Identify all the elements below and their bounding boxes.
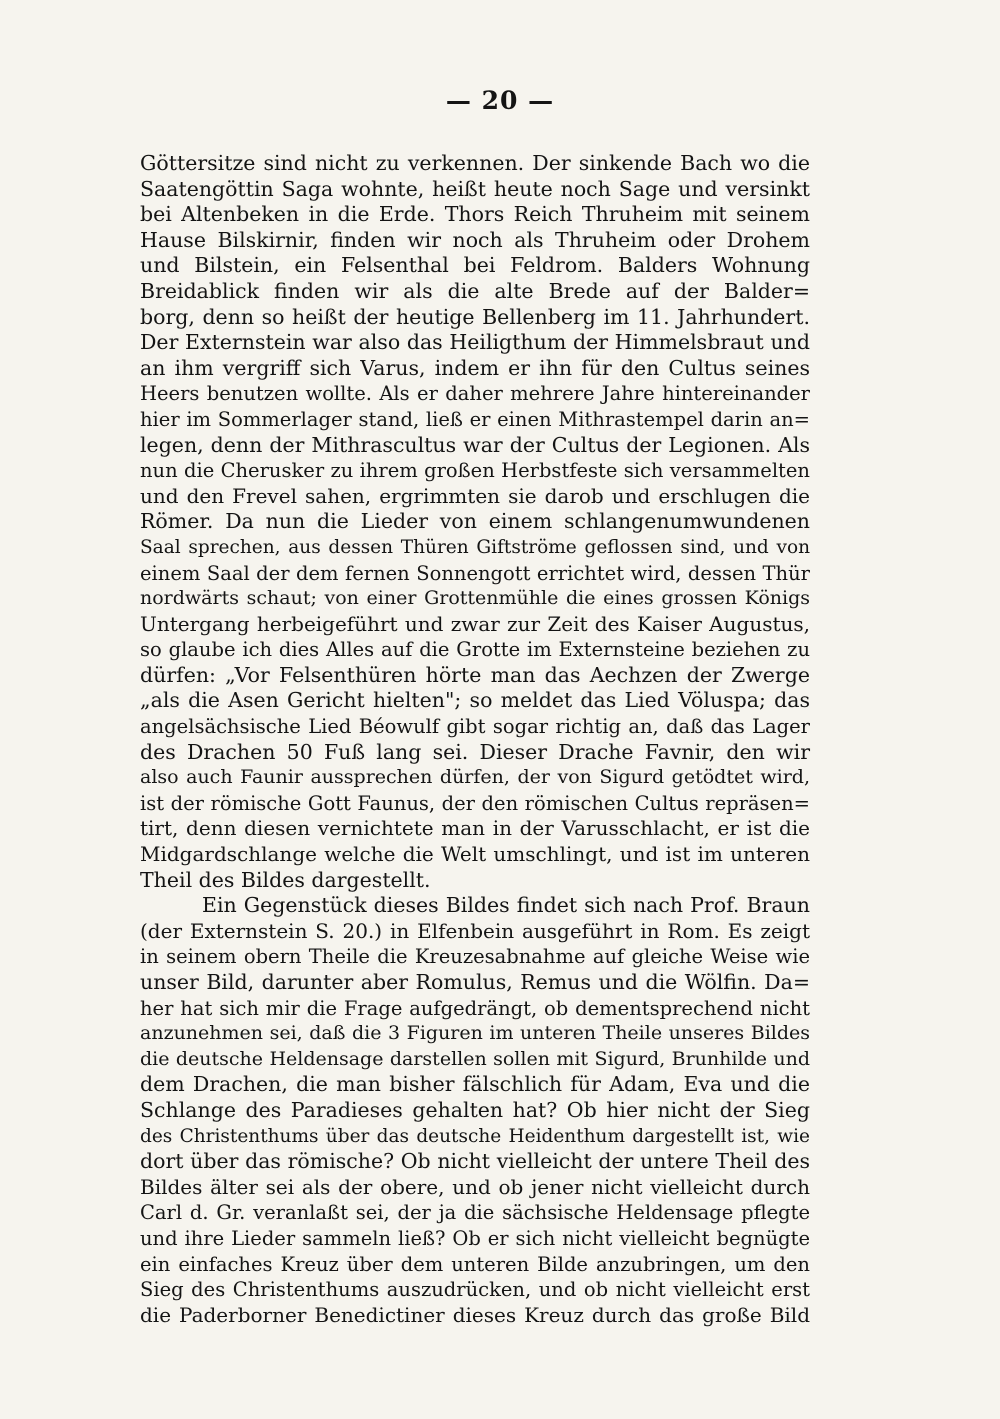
text-line: einem Saal der dem fernen Sonnengott errichtet wird, dessen Thür	[140, 561, 810, 585]
text-line: die deutsche Heldensage darstellen sollen mit Sigurd, Brunhilde und	[140, 1047, 810, 1070]
text-line: Hause Bilskirnir, finden wir noch als Thruheim oder Drohem	[140, 227, 810, 252]
paragraph-end-line: Theil des Bildes dargestellt.	[140, 867, 431, 892]
text-line: borg, denn so heißt der heutige Bellenberg im 11. Jahrhundert.	[140, 304, 810, 329]
text-line: Schlange des Paradieses gehalten hat? Ob hier nicht der Sieg	[140, 1097, 810, 1122]
text-line: und Bilstein, ein Felsenthal bei Feldrom. Balders Wohnung	[140, 253, 810, 278]
text-line: des Drachen 50 Fuß lang sei. Dieser Drache Favnir, den wir	[140, 739, 810, 764]
text-line: so glaube ich dies Alles auf die Grotte im Externsteine beziehen zu	[140, 638, 810, 662]
text-line: nun die Cherusker zu ihrem großen Herbstfeste sich versammelten	[140, 459, 810, 483]
text-line: ist der römische Gott Faunus, der den römischen Cultus repräsen=	[140, 791, 810, 815]
text-line: (der Externstein S. 20.) in Elfenbein ausgeführt in Rom. Es zeigt	[140, 918, 810, 943]
text-line: hier im Sommerlager stand, ließ er einen Mithrastempel darin an=	[140, 407, 810, 431]
text-line: Carl d. Gr. veranlaßt sei, der ja die sächsische Heldensage pflegte	[140, 1201, 810, 1225]
text-line: „als die Asen Gericht hielten"; so meldet das Lied Völuspa; das	[140, 688, 810, 713]
text-line: legen, denn der Mithrascultus war der Cultus der Legionen. Als	[140, 432, 810, 457]
body-text	[140, 151, 810, 1328]
text-line: dürfen: „Vor Felsenthüren hörte man das Aechzen der Zwerge	[140, 662, 810, 687]
text-line: unser Bild, darunter aber Romulus, Remus und die Wölfin. Da=	[140, 970, 810, 994]
text-line: ein einfaches Kreuz über dem unteren Bilde anzubringen, um den	[140, 1252, 810, 1276]
text-line: Untergang herbeigeführt und zwar zur Zeit des Kaiser Augustus,	[140, 611, 810, 636]
text-line: also auch Faunir aussprechen dürfen, der von Sigurd getödtet wird,	[140, 766, 810, 789]
text-line: Heers benutzen wollte. Als er daher mehrere Jahre hintereinander	[140, 382, 810, 406]
text-line: dort über das römische? Ob nicht vielleicht der untere Theil des	[140, 1149, 810, 1174]
text-line: und den Frevel sahen, ergrimmten sie darob und erschlugen die	[140, 483, 810, 508]
page-number: — 20 —	[445, 86, 555, 115]
text-line: Midgardschlange welche die Welt umschlingt, und ist im unteren	[140, 842, 810, 867]
text-line: Göttersitze sind nicht zu verkennen. Der sinkende Bach wo die	[140, 151, 810, 175]
text-line: anzunehmen sei, daß die 3 Figuren im unteren Theile unseres Bildes	[140, 1022, 810, 1045]
text-line: bei Altenbeken in die Erde. Thors Reich Thruheim mit seinem	[140, 202, 810, 227]
text-line: des Christenthums über das deutsche Heidenthum dargestellt ist, wie	[140, 1125, 810, 1147]
text-line: an ihm vergriff sich Varus, indem er ihn für den Cultus seines	[140, 355, 810, 380]
text-line: nordwärts schaut; von einer Grottenmühle die eines grossen Königs	[140, 587, 810, 610]
text-line: Saal sprechen, aus dessen Thüren Giftströme geflossen sind, und von	[140, 536, 810, 558]
text-line: Bildes älter sei als der obere, und ob jener nicht vielleicht durch	[140, 1174, 810, 1199]
text-line: Sieg des Christenthums auszudrücken, und ob nicht vielleicht erst	[140, 1278, 810, 1302]
text-line: Der Externstein war also das Heiligthum der Himmelsbraut und	[140, 330, 810, 355]
text-line: Römer. Da nun die Lieder von einem schlangenumwundenen	[140, 509, 810, 534]
text-line: dem Drachen, die man bisher fälschlich für Adam, Eva und die	[140, 1072, 810, 1097]
text-line: in seinem obern Theile die Kreuzesabnahme auf gleiche Weise wie	[140, 945, 810, 969]
text-line: tirt, denn diesen vernichtete man in der Varusschlacht, er ist die	[140, 816, 810, 841]
text-line: her hat sich mir die Frage aufgedrängt, ob dementsprechend nicht	[140, 996, 810, 1020]
text-line: angelsächsische Lied Béowulf gibt sogar richtig an, daß das Lager	[140, 715, 810, 739]
text-line: Breidablick finden wir als die alte Brede auf der Balder=	[140, 278, 810, 303]
text-line: und ihre Lieder sammeln ließ? Ob er sich nicht vielleicht begnügte	[140, 1226, 810, 1250]
text-line: die Paderborner Benedictiner dieses Kreuz durch das große Bild	[140, 1302, 810, 1327]
text-line: Saatengöttin Saga wohnte, heißt heute noch Sage und versinkt	[140, 176, 810, 201]
paragraph-start-line: Ein Gegenstück dieses Bildes findet sich nach Prof. Braun	[202, 893, 810, 918]
